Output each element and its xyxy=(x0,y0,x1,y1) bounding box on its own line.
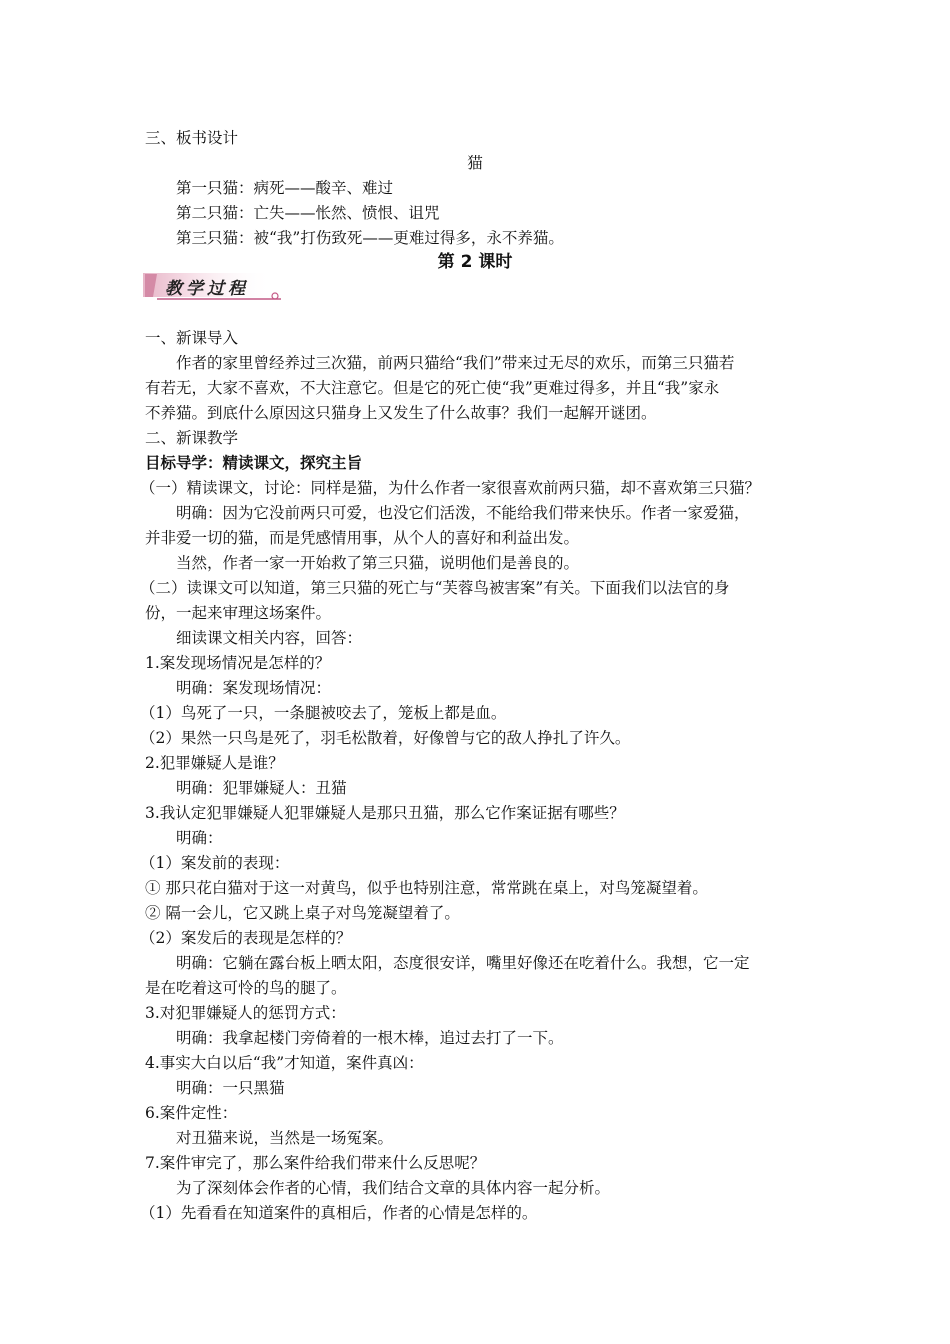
board-line: 第二只猫：亡失——怅然、愤恨、诅咒 xyxy=(176,204,440,222)
teaching-line: （2）果然一只鸟是死了，羽毛松散着，好像曾与它的敌人挣扎了许久。 xyxy=(140,729,631,747)
teaching-line: 明确：犯罪嫌疑人：丑猫 xyxy=(176,779,347,797)
teaching-line: （二）读课文可以知道，第三只猫的死亡与“芙蓉鸟被害案”有关。下面我们以法官的身 xyxy=(140,579,730,597)
board-line: 第三只猫：被“我”打伤致死——更难过得多，永不养猫。 xyxy=(176,229,564,247)
teaching-line: 明确：因为它没前两只可爱，也没它们活泼，不能给我们带来快乐。作者一家爱猫， xyxy=(176,504,750,522)
teaching-line: 明确：它躺在露台板上晒太阳，态度很安详，嘴里好像还在吃着什么。我想，它一定 xyxy=(176,954,750,972)
teaching-line: 明确：我拿起楼门旁倚着的一根木棒，追过去打了一下。 xyxy=(176,1029,564,1047)
teaching-line: （一）精读课文，讨论：同样是猫，为什么作者一家很喜欢前两只猫，却不喜欢第三只猫？ xyxy=(140,479,761,497)
lesson-title: 第 2 课时 xyxy=(437,252,513,272)
teaching-line: （1）案发前的表现： xyxy=(140,854,290,872)
teaching-line: 3.我认定犯罪嫌疑人犯罪嫌疑人是那只丑猫，那么它作案证据有哪些？ xyxy=(145,804,625,822)
banner-label: 教学过程 xyxy=(165,279,249,299)
board-design-heading: 三、板书设计 xyxy=(145,129,239,147)
teaching-line: （1）先看看在知道案件的真相后，作者的心情是怎样的。 xyxy=(140,1204,538,1222)
teaching-heading: 二、新课教学 xyxy=(145,429,239,447)
teaching-line: 明确：一只黑猫 xyxy=(176,1079,285,1097)
teaching-line: 7.案件审完了，那么案件给我们带来什么反思呢？ xyxy=(145,1154,486,1172)
teaching-line: 2.犯罪嫌疑人是谁？ xyxy=(145,754,284,772)
teaching-line: 份，一起来审理这场案件。 xyxy=(145,604,332,622)
intro-paragraph-line: 不养猫。到底什么原因这只猫身上又发生了什么故事？我们一起解开谜团。 xyxy=(145,404,657,422)
teaching-line: ② 隔一会儿，它又跳上桌子对鸟笼凝望着了。 xyxy=(145,904,460,922)
teaching-line: ① 那只花白猫对于这一对黄鸟，似乎也特别注意，常常跳在桌上，对鸟笼凝望着。 xyxy=(145,879,708,897)
board-line: 第一只猫：病死——酸辛、难过 xyxy=(176,179,394,197)
teaching-line: 细读课文相关内容，回答： xyxy=(176,629,363,647)
teaching-line: 是在吃着这可怜的鸟的腿了。 xyxy=(145,979,347,997)
teaching-goal: 目标导学：精读课文，探究主旨 xyxy=(145,454,363,472)
board-center-title: 猫 xyxy=(467,154,483,172)
teaching-line: 1.案发现场情况是怎样的？ xyxy=(145,654,331,672)
teaching-line: 明确： xyxy=(176,829,223,847)
teaching-line: （2）案发后的表现是怎样的？ xyxy=(140,929,352,947)
teaching-process-banner xyxy=(143,270,283,304)
intro-paragraph-line: 作者的家里曾经养过三次猫，前两只猫给“我们”带来过无尽的欢乐，而第三只猫若 xyxy=(176,354,735,372)
teaching-line: 明确：案发现场情况： xyxy=(176,679,332,697)
teaching-line: 4.事实大白以后“我”才知道，案件真凶： xyxy=(145,1054,424,1072)
teaching-line: 为了深刻体会作者的心情，我们结合文章的具体内容一起分析。 xyxy=(176,1179,611,1197)
teaching-line: （1）鸟死了一只，一条腿被咬去了，笼板上都是血。 xyxy=(140,704,507,722)
teaching-line: 3.对犯罪嫌疑人的惩罚方式： xyxy=(145,1004,346,1022)
intro-paragraph-line: 有若无，大家不喜欢，不大注意它。但是它的死亡使“我”更难过得多，并且“我”家永 xyxy=(145,379,720,397)
intro-heading: 一、新课导入 xyxy=(145,329,239,347)
teaching-line: 6.案件定性： xyxy=(145,1104,238,1122)
teaching-line: 并非爱一切的猫，而是凭感情用事，从个人的喜好和利益出发。 xyxy=(145,529,580,547)
teaching-line: 对丑猫来说，当然是一场冤案。 xyxy=(176,1129,394,1147)
teaching-line: 当然，作者一家一开始救了第三只猫，说明他们是善良的。 xyxy=(176,554,580,572)
